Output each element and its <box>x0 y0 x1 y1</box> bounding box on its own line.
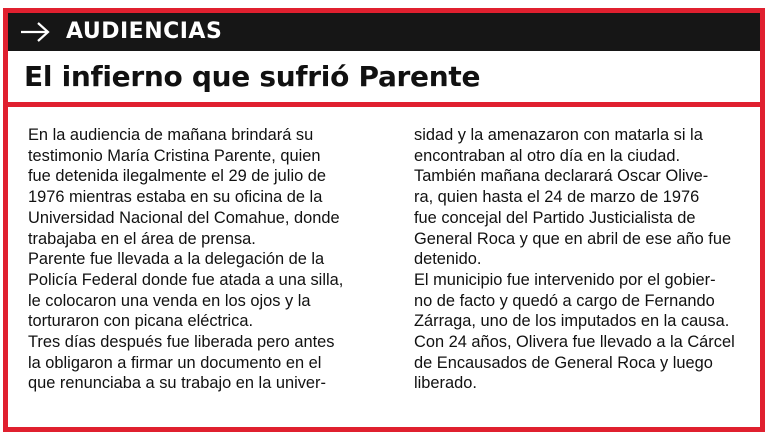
text-line: encontraban al otro día en la ciudad. <box>414 146 681 165</box>
text-line: liberado. <box>414 374 477 393</box>
text-line: ra, quien hasta el 24 de marzo de 1976 <box>414 188 700 207</box>
text-line: testimonio María Cristina Parente, quien <box>28 146 321 165</box>
text-line: fue concejal del Partido Justicialista de <box>414 208 696 227</box>
text-line: Universidad Nacional del Comahue, donde <box>28 208 340 227</box>
arrow-right-icon <box>19 20 51 44</box>
text-line: Policía Federal donde fue atada a una silla, <box>28 270 344 289</box>
text-line: Tres días después fue liberada pero antes <box>28 333 335 352</box>
text-line: que renunciaba a su trabajo en la univer- <box>28 374 326 393</box>
text-line: la obligaron a firmar un documento en el <box>28 353 322 372</box>
text-line: General Roca y que en abril de ese año fue <box>414 229 732 248</box>
headline-divider <box>8 102 760 107</box>
text-line: En la audiencia de mañana brindará su <box>28 126 314 144</box>
text-line: 1976 mientras estaba en su oficina de la <box>28 188 323 207</box>
article-headline: El infierno que sufrió Parente <box>24 60 481 93</box>
text-column-right <box>414 125 754 394</box>
text-line: torturaron con picana eléctrica. <box>28 312 254 331</box>
text-line: fue detenida ilegalmente el 29 de julio de <box>28 167 326 186</box>
section-header-bar <box>8 13 760 51</box>
section-label: AUDIENCIAS <box>66 19 223 44</box>
text-line: no de facto y quedó a cargo de Fernando <box>414 291 715 310</box>
text-column-left <box>28 125 368 394</box>
article-box <box>3 8 765 432</box>
text-line: sidad y la amenazaron con matarla si la <box>414 126 703 144</box>
text-line: Con 24 años, Olivera fue llevado a la Cárcel <box>414 333 735 352</box>
text-line: trabajaba en el área de prensa. <box>28 229 256 248</box>
text-line: de Encausados de General Roca y luego <box>414 353 713 372</box>
text-line: detenido. <box>414 250 482 269</box>
text-line: El municipio fue intervenido por el gobier- <box>414 270 716 289</box>
text-line: Parente fue llevada a la delegación de la <box>28 250 325 269</box>
text-line: Zárraga, uno de los imputados en la causa. <box>414 312 730 331</box>
text-line: También mañana declarará Oscar Olive- <box>414 167 709 186</box>
text-line: le colocaron una venda en los ojos y la <box>28 291 311 310</box>
